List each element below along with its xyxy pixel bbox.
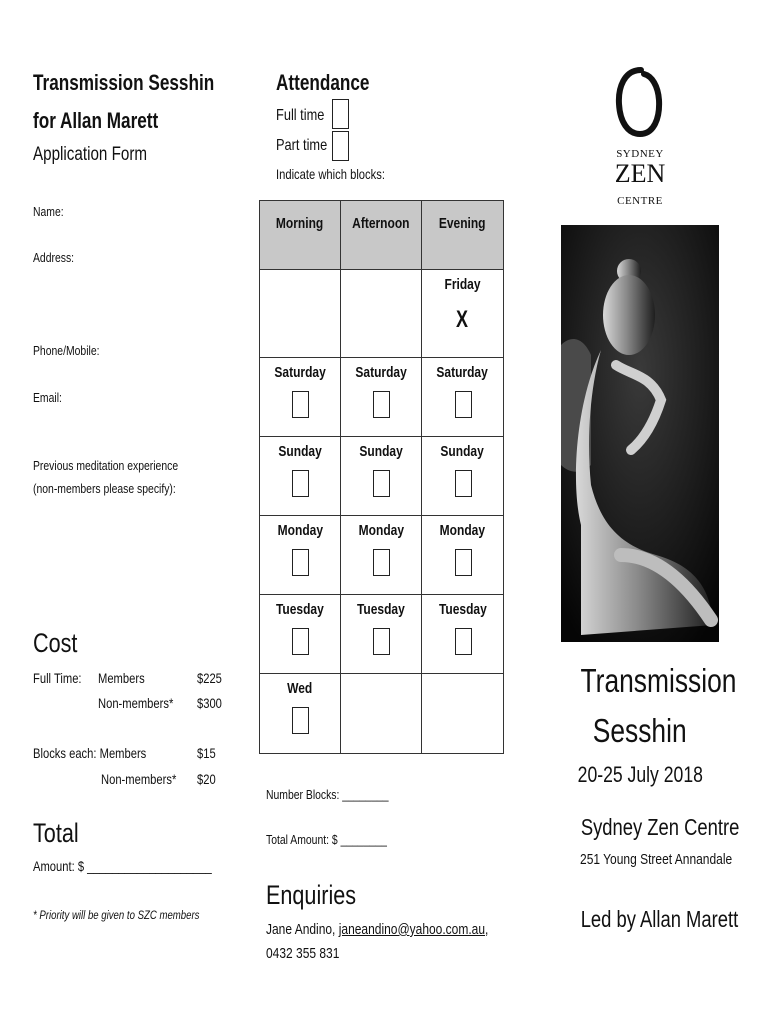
grid-cell	[421, 357, 504, 437]
block-selected-mark: X	[456, 306, 469, 333]
attendance-heading: Attendance	[276, 70, 370, 95]
address-label: Address:	[33, 250, 75, 265]
grid-day-label: Monday	[358, 522, 404, 539]
blocks-members-price: $15	[197, 745, 216, 761]
total-amount-field[interactable]: Total Amount: $ ________	[266, 832, 387, 847]
logo-line3: CENTRE	[617, 195, 663, 207]
block-checkbox[interactable]	[455, 628, 472, 655]
attendance-grid	[259, 200, 503, 753]
grid-cell	[340, 515, 422, 595]
event-dates: 20-25 July 2018	[577, 762, 703, 787]
block-checkbox[interactable]	[373, 549, 390, 576]
grid-day-label: Sunday	[278, 443, 322, 460]
grid-day-label: Saturday	[436, 364, 489, 381]
grid-day-label: Saturday	[355, 364, 407, 381]
form-title-line2: for Allan Marett	[33, 108, 159, 133]
grid-cell	[259, 673, 341, 754]
enquiries-email-link[interactable]: janeandino@yahoo.com.au	[338, 921, 486, 938]
block-checkbox[interactable]	[292, 707, 309, 734]
experience-label-line1: Previous meditation experience	[33, 458, 179, 473]
grid-cell	[340, 436, 422, 516]
event-address: 251 Young Street Annandale	[580, 851, 733, 868]
full-time-label: Full Time:	[33, 670, 82, 686]
logo-line1: SYDNEY	[616, 148, 664, 160]
name-label: Name:	[33, 204, 64, 219]
grid-cell	[259, 269, 341, 358]
enquiries-phone: 0432 355 831	[266, 945, 340, 962]
block-checkbox[interactable]	[292, 628, 309, 655]
members-price: $225	[197, 670, 222, 686]
grid-cell	[259, 594, 341, 674]
blocks-non-members-price: $20	[197, 771, 216, 787]
grid-day-label: Saturday	[274, 364, 326, 381]
grid-day-label: Sunday	[359, 443, 403, 460]
logo-line2: ZEN	[614, 159, 666, 188]
grid-cell	[340, 357, 422, 437]
enquiries-comma: ,	[485, 921, 489, 938]
grid-day-label: Sunday	[440, 443, 485, 460]
non-members-price: $300	[197, 695, 222, 711]
grid-cell	[421, 515, 504, 595]
event-venue: Sydney Zen Centre	[580, 814, 740, 840]
non-members-label: Non-members*	[98, 695, 174, 711]
phone-label: Phone/Mobile:	[33, 343, 100, 358]
grid-day-label: Tuesday	[357, 601, 405, 618]
grid-cell	[340, 594, 422, 674]
event-title-line2: Sesshin	[593, 712, 687, 749]
grid-day-label: Monday	[277, 522, 323, 539]
grid-header-evening	[421, 200, 504, 270]
grid-cell	[340, 673, 422, 754]
grid-cell	[421, 436, 504, 516]
grid-header-label: Morning	[276, 215, 324, 232]
part-time-label: Part time	[276, 137, 328, 154]
grid-cell	[259, 357, 341, 437]
number-blocks-field[interactable]: Number Blocks: ________	[266, 787, 389, 802]
blocks-non-members-label: Non-members*	[101, 771, 177, 787]
form-title-line1: Transmission Sesshin	[33, 70, 215, 95]
block-checkbox[interactable]	[455, 391, 472, 418]
amount-field[interactable]: Amount: $ ____________________	[33, 858, 212, 874]
grid-day-label: Tuesday	[438, 601, 487, 618]
cost-heading: Cost	[33, 628, 78, 658]
enquiries-contact	[266, 921, 488, 938]
grid-cell	[259, 515, 341, 595]
event-led-by: Led by Allan Marett	[580, 906, 739, 932]
grid-cell	[259, 436, 341, 516]
block-checkbox[interactable]	[455, 549, 472, 576]
grid-day-label: Wed	[287, 680, 313, 697]
email-label: Email:	[33, 390, 62, 405]
blocks-members-label: Blocks each: Members	[33, 745, 147, 761]
grid-header-label: Afternoon	[352, 215, 410, 232]
block-checkbox[interactable]	[292, 470, 309, 497]
grid-cell	[340, 269, 422, 358]
block-checkbox[interactable]	[292, 549, 309, 576]
enquiries-name: Jane Andino,	[266, 921, 339, 938]
priority-note: * Priority will be given to SZC members	[33, 908, 200, 922]
grid-day-label: Tuesday	[276, 601, 324, 618]
grid-header-label: Evening	[439, 215, 486, 232]
grid-header-afternoon	[340, 200, 422, 270]
full-time-label: Full time	[276, 107, 325, 124]
grid-day-label: Friday	[444, 276, 481, 293]
block-checkbox[interactable]	[373, 470, 390, 497]
grid-cell	[421, 269, 504, 358]
part-time-checkbox[interactable]	[332, 131, 349, 161]
enquiries-heading: Enquiries	[266, 880, 357, 910]
grid-day-label: Monday	[439, 522, 486, 539]
block-checkbox[interactable]	[373, 628, 390, 655]
indicate-blocks-label: Indicate which blocks:	[276, 166, 385, 182]
block-checkbox[interactable]	[455, 470, 472, 497]
block-checkbox[interactable]	[373, 391, 390, 418]
members-label: Members	[98, 670, 145, 686]
form-subtitle: Application Form	[33, 144, 148, 165]
grid-header-morning	[259, 200, 341, 270]
enso-logo-icon	[614, 66, 664, 138]
grid-cell	[421, 673, 504, 754]
buddha-statue-photo	[561, 225, 719, 642]
block-checkbox[interactable]	[292, 391, 309, 418]
full-time-checkbox[interactable]	[332, 99, 349, 129]
event-title-line1: Transmission	[580, 662, 737, 699]
experience-label-line2: (non-members please specify):	[33, 481, 176, 496]
total-heading: Total	[33, 818, 79, 848]
grid-cell	[421, 594, 504, 674]
